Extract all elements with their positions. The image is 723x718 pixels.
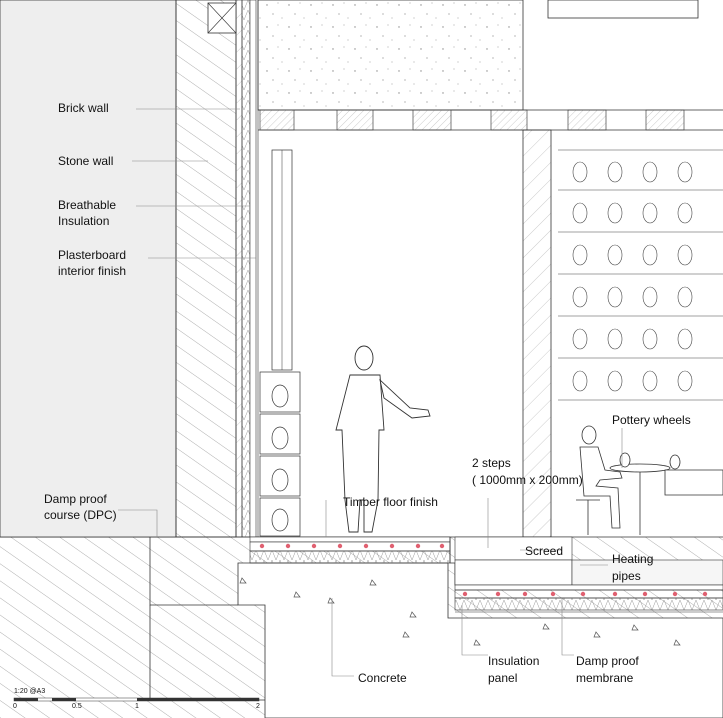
stone-wall xyxy=(176,0,236,537)
scale-tick-2: 2 xyxy=(256,703,260,710)
ceiling-void xyxy=(258,0,523,110)
label-brick-wall: Brick wall xyxy=(58,101,109,115)
seated-potter xyxy=(576,426,723,535)
scale-tick-0: 0 xyxy=(13,703,17,710)
scale-caption: 1:20 @A3 xyxy=(14,688,46,695)
scale-tick-0-5: 0.5 xyxy=(72,703,82,710)
label-dpm-1: Damp proof xyxy=(576,654,639,668)
label-heating-1: Heating xyxy=(612,552,654,566)
upper-insulation xyxy=(250,551,450,563)
pottery-shelf-left xyxy=(260,372,300,536)
label-steps-1: 2 steps xyxy=(472,456,511,470)
label-dpm-2: membrane xyxy=(576,671,634,685)
label-heating-2: pipes xyxy=(612,569,641,583)
label-insulation-panel-1: Insulation xyxy=(488,654,540,668)
timber-floor xyxy=(250,537,450,542)
label-dpc-2: course (DPC) xyxy=(44,508,117,522)
label-steps-2: ( 1000mm x 200mm) xyxy=(472,473,583,487)
lower-insulation xyxy=(455,598,723,610)
label-plasterboard-1: Plasterboard xyxy=(58,248,127,262)
timber-joists xyxy=(260,110,684,130)
label-insulation-panel-2: panel xyxy=(488,671,518,685)
pottery-shelf-right xyxy=(558,150,723,400)
label-pottery-wheels: Pottery wheels xyxy=(612,413,691,427)
label-timber-floor: Timber floor finish xyxy=(343,495,438,509)
label-dpc-1: Damp proof xyxy=(44,492,107,506)
label-plasterboard-2: interior finish xyxy=(58,264,127,278)
label-concrete: Concrete xyxy=(358,671,407,685)
label-breathable-2: Insulation xyxy=(58,214,110,228)
label-breathable-1: Breathable xyxy=(58,198,117,212)
label-screed: Screed xyxy=(525,544,564,558)
scale-tick-1: 1 xyxy=(135,703,139,710)
label-stone-wall: Stone wall xyxy=(58,154,114,168)
